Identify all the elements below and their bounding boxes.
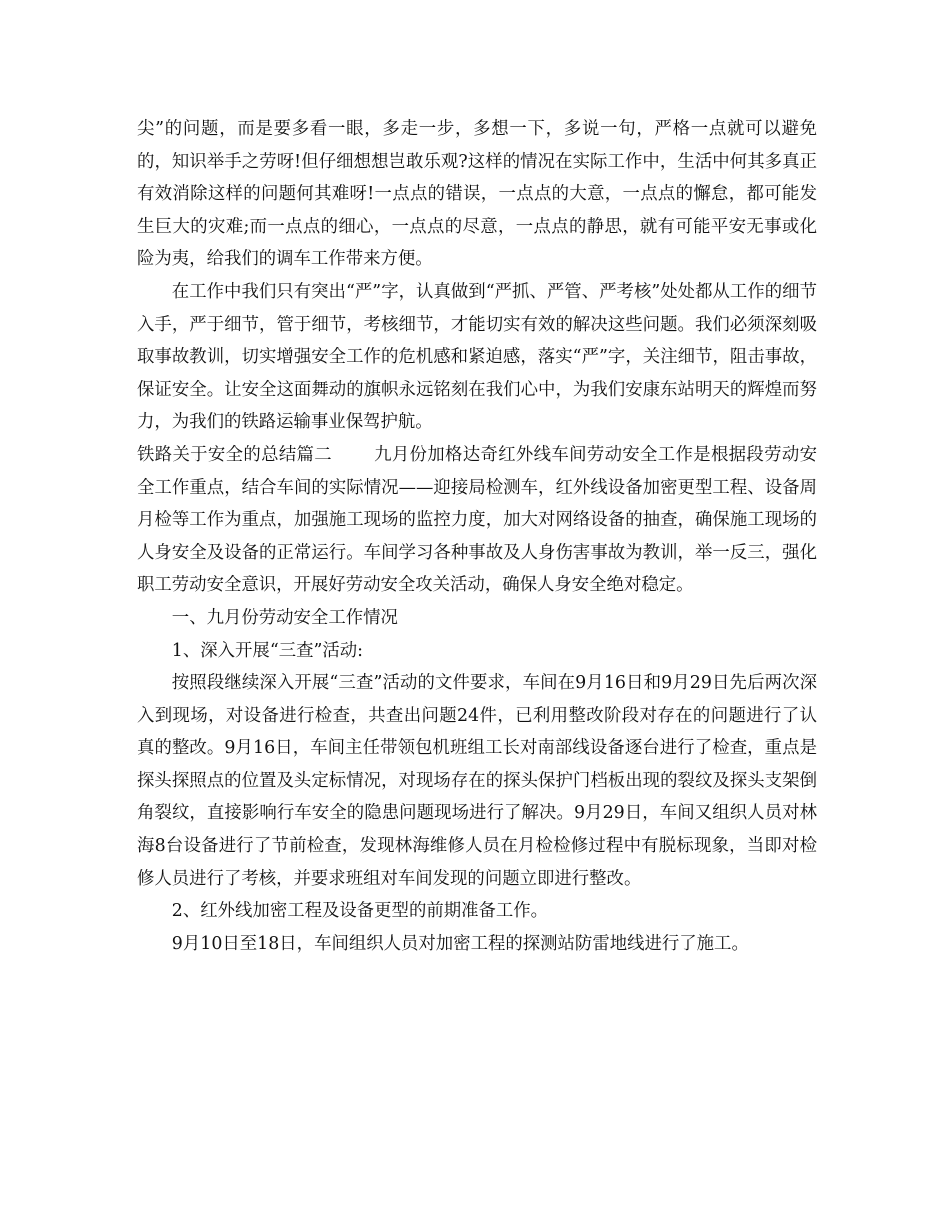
document-page <box>137 113 817 960</box>
item-two-body: 9月10日至18日，车间组织人员对加密工程的探测站防雷地线进行了施工。 <box>171 933 749 954</box>
section-two-paragraph <box>137 439 817 602</box>
heading-september-safety-work: 一、九月份劳动安全工作情况 <box>171 607 398 628</box>
item-two-title: 2、红外线加密工程及设备更型的前期准备工作。 <box>171 901 549 922</box>
section-intro: 九月份加格达奇红外线车间劳动安全工作是根据段劳动安全工作重点，结合车间的实际情况——迎接局检测车，红外线设备加密更型工程、设备周月检等工作为重点，加强施工现场的监控力度，加大对网络设备的抽查，确保施工现场的人身安全及设备的正常运行。车间学习各种事故及人身伤害事故为教训，举一反三，强化职工劳动安全意识，开展好劳动安全攻关活动，确保人身安全绝对稳定。 <box>137 444 817 596</box>
item-one-body: 按照段继续深入开展“三查”活动的文件要求，车间在9月16日和9月29日先后两次深入到现场，对设备进行检查，共查出问题24件，已利用整改阶段对存在的问题进行了认真的整改。9月16日，车间主任带领包机班组工长对南部线设备逐台进行了检查，重点是探头探照点的位置及头定标情况，对现场存在的探头保护门档板出现的裂纹及探头支架倒角裂纹，直接影响行车安全的隐患问题现场进行了解决。9月29日，车间又组织人员对林海8台设备进行了节前检查，发现林海维修人员在月检检修过程中有脱标现象，当即对检修人员进行了考核，并要求班组对车间发现的问题立即进行整改。 <box>137 673 817 889</box>
item-one-title: 1、深入开展“三查”活动: <box>171 640 364 661</box>
section-title: 铁路关于安全的总结篇二 <box>137 444 333 465</box>
body-paragraph-strictness: 在工作中我们只有突出“严”字，认真做到“严抓、严管、严考核”处处都从工作的细节入手，严于细节，管于细节，考核细节，才能切实有效的解决这些问题。我们必须深刻吸取事故教训，切实增强安全工作的危机感和紧迫感，落实“严”字，关注细节，阻击事故，保证安全。让安全这面舞动的旗帜永远铭刻在我们心中，为我们安康东站明天的辉煌而努力，为我们的铁路运输事业保驾护航。 <box>137 281 817 433</box>
body-paragraph-continuation: 尖”的问题，而是要多看一眼，多走一步，多想一下，多说一句，严格一点就可以避免的，知识举手之劳呀!但仔细想想岂敢乐观?这样的情况在实际工作中，生活中何其多真正有效消除这样的问题何其难呀!一点点的错误，一点点的大意，一点点的懈怠，都可能发生巨大的灾难;而一点点的细心，一点点的尽意，一点点的静思，就有可能平安无事或化险为夷，给我们的调车工作带来方便。 <box>137 119 817 270</box>
